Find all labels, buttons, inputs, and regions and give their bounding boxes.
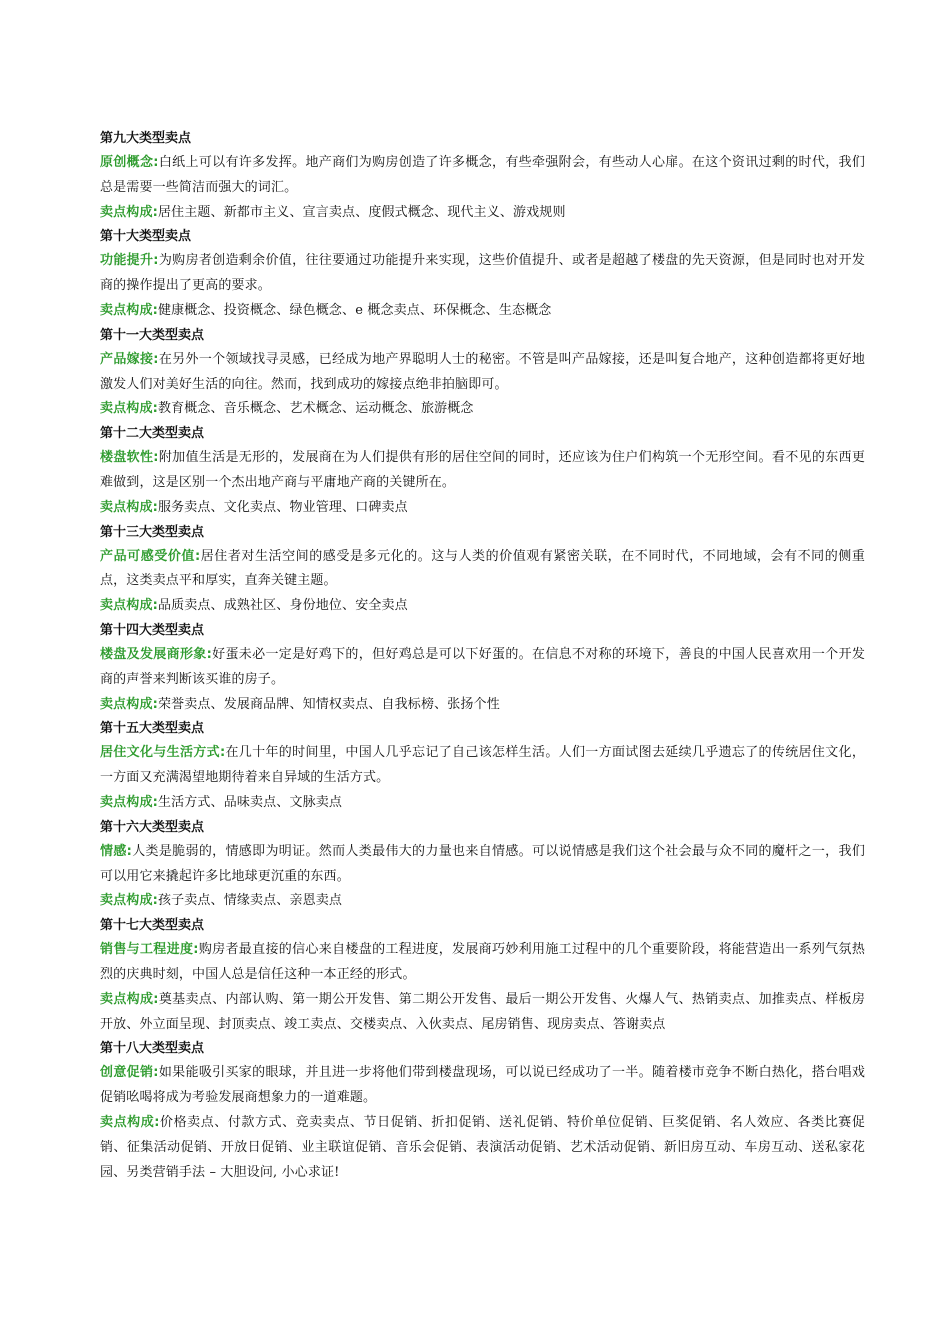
concept-text: 在几十年的时间里，中国人几乎忘记了自己该怎样生活。人们一方面试图去延续几乎遗忘了的传统居住文化，一方面又充满渴望地期待着来自异域的生活方式。	[100, 745, 865, 786]
composition-paragraph	[100, 791, 865, 816]
composition-text: 价格卖点、付款方式、竞卖卖点、节日促销、折扣促销、送礼促销、特价单位促销、巨奖促销、名人效应、各类比赛促销、征集活动促销、开放日促销、业主联谊促销、音乐会促销、表演活动促销、艺术活动促销、新旧房互动、车房互动、送私家花园、另类营销手法 – 大胆设问, 小心求证!	[100, 1114, 865, 1180]
section-11	[100, 324, 865, 422]
section-heading: 第十四大类型卖点	[100, 622, 205, 638]
concept-text: 为购房者创造剩余价值，往往要通过功能提升来实现，这些价值提升、或者是超越了楼盘的先天资源，但是同时也对开发商的操作提出了更高的要求。	[100, 253, 866, 294]
composition-label: 卖点构成:	[100, 696, 158, 712]
composition-label: 卖点构成:	[100, 794, 158, 810]
composition-label: 卖点构成:	[100, 204, 158, 220]
composition-text: 生活方式、品味卖点、文脉卖点	[157, 794, 343, 810]
composition-label: 卖点构成:	[100, 598, 158, 614]
section-heading: 第十二大类型卖点	[100, 426, 205, 442]
concept-paragraph	[100, 446, 865, 496]
section-14	[100, 619, 865, 717]
composition-label: 卖点构成:	[100, 991, 159, 1007]
concept-text: 购房者最直接的信心来自楼盘的工程进度，发展商巧妙利用施工过程中的几个重要阶段，将能营造出一系列气氛热烈的庆典时刻，中国人总是信任这种一本正经的形式。	[100, 942, 865, 982]
composition-paragraph	[100, 889, 865, 914]
concept-label: 情感:	[100, 843, 133, 859]
composition-label: 卖点构成:	[100, 401, 158, 417]
concept-text: 白纸上可以有许多发挥。地产商们为购房创造了许多概念，有些牵强附会，有些动人心扉。在这个资讯过剩的时代，我们总是需要一些简洁而强大的词汇。	[100, 155, 866, 195]
concept-label: 产品可感受价值:	[100, 548, 201, 564]
section-18	[100, 1037, 865, 1185]
concept-text: 如果能吸引买家的眼球，并且进一步将他们带到楼盘现场，可以说已经成功了一半。随着楼市竞争不断白热化，搭台唱戏促销吆喝将成为考验发展商想象力的一道难题。	[100, 1065, 866, 1106]
composition-label: 卖点构成:	[100, 499, 158, 515]
section-heading: 第十大类型卖点	[100, 229, 192, 245]
concept-paragraph	[100, 348, 865, 398]
section-16	[100, 816, 865, 914]
composition-paragraph	[100, 299, 865, 324]
concept-label: 楼盘软性:	[100, 450, 159, 466]
concept-text: 好蛋未必一定是好鸡下的，但好鸡总是可以下好蛋的。在信息不对称的环境下，善良的中国人民喜欢用一个开发商的声誉来判断该买谁的房子。	[100, 646, 865, 687]
section-heading: 第十六大类型卖点	[100, 819, 205, 835]
composition-label: 卖点构成:	[100, 1114, 160, 1130]
section-heading: 第十七大类型卖点	[100, 918, 205, 934]
section-heading: 第十一大类型卖点	[100, 327, 205, 343]
composition-paragraph	[100, 693, 865, 718]
section-9	[100, 127, 865, 225]
concept-label: 销售与工程进度:	[100, 942, 199, 958]
concept-paragraph	[100, 643, 865, 693]
document-page	[100, 127, 865, 1185]
concept-paragraph	[100, 249, 865, 299]
concept-paragraph	[100, 545, 865, 595]
composition-text: 服务卖点、文化卖点、物业管理、口碑卖点	[157, 499, 408, 515]
composition-label: 卖点构成:	[100, 893, 158, 909]
composition-text: 教育概念、音乐概念、艺术概念、运动概念、旅游概念	[157, 401, 474, 417]
composition-text: 品质卖点、成熟社区、身份地位、安全卖点	[157, 598, 408, 614]
concept-text: 在另外一个领域找寻灵感，已经成为地产界聪明人士的秘密。不管是叫产品嫁接，还是叫复合地产，这种创造都将更好地激发人们对美好生活的向往。然而，找到成功的嫁接点绝非拍脑即可。	[100, 351, 866, 392]
composition-paragraph	[100, 988, 865, 1038]
concept-text: 居住者对生活空间的感受是多元化的。这与人类的价值观有紧密关联，在不同时代，不同地域，会有不同的侧重点，这类卖点平和厚实，直奔关键主题。	[100, 548, 865, 589]
composition-paragraph	[100, 594, 865, 619]
concept-paragraph	[100, 840, 865, 890]
composition-text: 荣誉卖点、发展商品牌、知情权卖点、自我标榜、张扬个性	[157, 696, 500, 712]
section-10	[100, 225, 865, 323]
section-17	[100, 914, 865, 1037]
concept-paragraph	[100, 938, 865, 988]
composition-text: 孩子卖点、情缘卖点、亲恩卖点	[157, 893, 343, 909]
section-heading: 第十三大类型卖点	[100, 524, 205, 540]
composition-text: 居住主题、新都市主义、宣言卖点、度假式概念、现代主义、游戏规则	[157, 204, 566, 220]
concept-text: 附加值生活是无形的，发展商在为人们提供有形的居住空间的同时，还应该为住户们构筑一个无形空间。看不见的东西更难做到，这是区别一个杰出地产商与平庸地产商的关键所在。	[100, 450, 866, 490]
concept-label: 居住文化与生活方式:	[100, 745, 226, 761]
composition-paragraph	[100, 201, 865, 226]
concept-paragraph	[100, 741, 865, 791]
concept-label: 创意促销:	[100, 1065, 159, 1081]
section-13	[100, 521, 865, 619]
section-12	[100, 422, 865, 520]
section-heading: 第十八大类型卖点	[100, 1041, 205, 1057]
concept-paragraph	[100, 1061, 865, 1111]
concept-text: 人类是脆弱的，情感即为明证。然而人类最伟大的力量也来自情感。可以说情感是我们这个社会最与众不同的魔杆之一，我们可以用它来撬起许多比地球更沉重的东西。	[100, 843, 865, 884]
composition-paragraph	[100, 397, 865, 422]
concept-label: 原创概念:	[100, 155, 159, 170]
composition-text: 奠基卖点、内部认购、第一期公开发售、第二期公开发售、最后一期公开发售、火爆人气、热销卖点、加推卖点、样板房开放、外立面呈现、封顶卖点、竣工卖点、交楼卖点、入伙卖点、尾房销售、现房卖点、答谢卖点	[100, 991, 866, 1032]
concept-label: 产品嫁接:	[100, 351, 159, 367]
composition-paragraph	[100, 1111, 865, 1185]
concept-label: 功能提升:	[100, 253, 159, 269]
concept-paragraph	[100, 151, 865, 201]
composition-text: 健康概念、投资概念、绿色概念、e 概念卖点、环保概念、生态概念	[157, 302, 552, 318]
section-heading: 第九大类型卖点	[100, 131, 192, 146]
composition-paragraph	[100, 496, 865, 521]
concept-label: 楼盘及发展商形象:	[100, 646, 212, 662]
composition-label: 卖点构成:	[100, 302, 158, 318]
section-heading: 第十五大类型卖点	[100, 721, 205, 737]
section-15	[100, 717, 865, 815]
